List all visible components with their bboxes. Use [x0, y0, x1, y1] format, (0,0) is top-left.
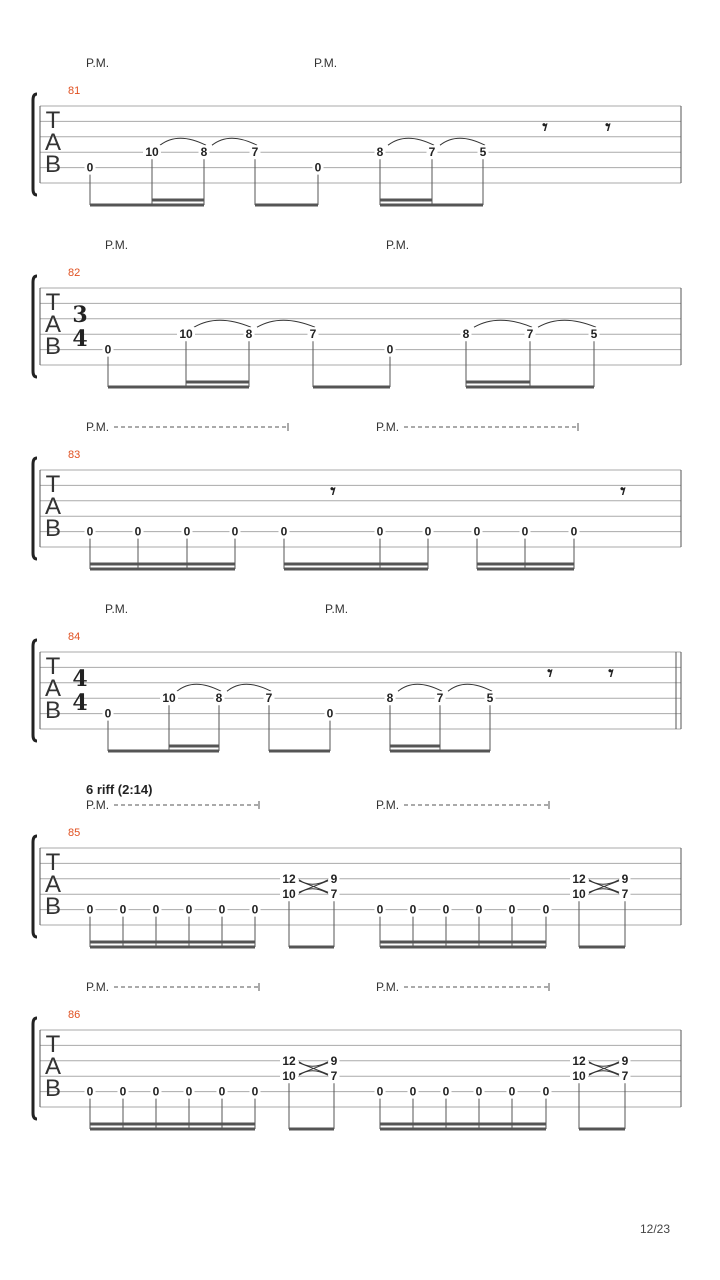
- tie-arc: [227, 684, 271, 691]
- fret-number: 0: [251, 902, 259, 917]
- fret-number: 0: [251, 1084, 259, 1099]
- system-bracket: [33, 640, 37, 741]
- fret-number: 5: [486, 691, 494, 706]
- fret-number: 0: [442, 1084, 450, 1099]
- fret-number: 0: [376, 1084, 384, 1099]
- tab-clef-letter: T: [45, 289, 61, 316]
- fret-number: 10: [145, 145, 159, 160]
- palm-mute-mark: P.M.: [86, 420, 110, 434]
- tab-clef-letter: B: [44, 333, 62, 360]
- fret-number: 0: [409, 1084, 417, 1099]
- fret-number: 9: [330, 871, 338, 886]
- fret-number: 5: [590, 327, 598, 342]
- fret-number: 0: [185, 1084, 193, 1099]
- tab-clef-letter: T: [45, 107, 61, 134]
- fret-number: 8: [215, 691, 223, 706]
- tab-clef-letter: B: [44, 1075, 62, 1102]
- eighth-rest: 𝄾: [605, 115, 611, 139]
- fret-number: 8: [200, 145, 208, 160]
- tab-clef-letter: B: [44, 151, 62, 178]
- tab-clef-letter: T: [45, 653, 61, 680]
- slide-arc: [589, 889, 619, 894]
- measure-number: 84: [68, 631, 81, 643]
- fret-number: 0: [424, 524, 432, 539]
- tab-clef-letter: T: [45, 849, 61, 876]
- palm-mute-mark: P.M.: [86, 980, 110, 994]
- fret-number: 7: [330, 887, 338, 902]
- palm-mute-mark: P.M.: [314, 56, 338, 70]
- fret-number: 7: [330, 1069, 338, 1084]
- eighth-rest: 𝄾: [608, 661, 614, 685]
- time-signature-bottom: 4: [72, 690, 88, 716]
- time-signature-top: 4: [72, 666, 88, 692]
- measure-number: 86: [68, 1009, 81, 1021]
- fret-number: 0: [218, 902, 226, 917]
- tab-clef-letter: A: [44, 1053, 62, 1080]
- tie-arc: [538, 320, 596, 327]
- palm-mute-mark: P.M.: [105, 238, 129, 252]
- fret-number: 10: [572, 1069, 586, 1084]
- fret-number: 0: [86, 160, 94, 175]
- fret-number: 10: [282, 1069, 296, 1084]
- tab-clef-letter: A: [44, 675, 62, 702]
- fret-number: 0: [521, 524, 529, 539]
- tab-clef-letter: T: [45, 471, 61, 498]
- palm-mute-mark: P.M.: [376, 420, 400, 434]
- fret-number: 0: [326, 706, 334, 721]
- fret-number: 10: [162, 691, 176, 706]
- tab-clef-letter: A: [44, 129, 62, 156]
- slide-arc: [299, 1062, 328, 1067]
- tie-arc: [388, 138, 434, 145]
- tie-arc: [194, 320, 251, 327]
- slide-arc: [299, 889, 328, 894]
- fret-number: 0: [508, 902, 516, 917]
- fret-number: 0: [508, 1084, 516, 1099]
- eighth-rest: 𝄾: [330, 479, 336, 503]
- fret-number: 7: [621, 887, 629, 902]
- tab-clef-letter: B: [44, 697, 62, 724]
- system-bracket: [33, 276, 37, 377]
- fret-number: 7: [251, 145, 259, 160]
- measure-number: 83: [68, 449, 81, 461]
- fret-number: 0: [475, 1084, 483, 1099]
- fret-number: 9: [330, 1053, 338, 1068]
- fret-number: 0: [473, 524, 481, 539]
- eighth-rest: 𝄾: [620, 479, 626, 503]
- tie-arc: [448, 684, 492, 691]
- fret-number: 0: [86, 524, 94, 539]
- fret-number: 7: [309, 327, 317, 342]
- fret-number: 12: [282, 871, 296, 886]
- page-number: 12/23: [640, 1222, 671, 1236]
- fret-number: 7: [621, 1069, 629, 1084]
- tie-arc: [160, 138, 206, 145]
- system-bracket: [33, 458, 37, 559]
- tie-arc: [474, 320, 532, 327]
- fret-number: 0: [119, 902, 127, 917]
- system-bracket: [33, 836, 37, 937]
- slide-arc: [299, 880, 328, 885]
- fret-number: 8: [462, 327, 470, 342]
- fret-number: 0: [104, 342, 112, 357]
- palm-mute-mark: P.M.: [376, 980, 400, 994]
- palm-mute-mark: P.M.: [105, 602, 129, 616]
- fret-number: 0: [185, 902, 193, 917]
- slide-arc: [589, 1062, 619, 1067]
- fret-number: 10: [572, 887, 586, 902]
- fret-number: 0: [386, 342, 394, 357]
- fret-number: 0: [152, 902, 160, 917]
- fret-number: 8: [386, 691, 394, 706]
- fret-number: 7: [428, 145, 436, 160]
- fret-number: 0: [314, 160, 322, 175]
- time-signature-top: 3: [72, 302, 88, 328]
- tab-clef-letter: B: [44, 893, 62, 920]
- fret-number: 12: [282, 1053, 296, 1068]
- slide-arc: [589, 880, 619, 885]
- fret-number: 12: [572, 871, 586, 886]
- fret-number: 0: [86, 1084, 94, 1099]
- fret-number: 0: [376, 524, 384, 539]
- fret-number: 0: [119, 1084, 127, 1099]
- fret-number: 10: [282, 887, 296, 902]
- tie-arc: [257, 320, 315, 327]
- fret-number: 10: [179, 327, 193, 342]
- palm-mute-mark: P.M.: [386, 238, 410, 252]
- fret-number: 0: [218, 1084, 226, 1099]
- fret-number: 5: [479, 145, 487, 160]
- time-signature-bottom: 4: [72, 326, 88, 352]
- slide-arc: [299, 1071, 328, 1076]
- tie-arc: [440, 138, 485, 145]
- tab-clef-letter: A: [44, 311, 62, 338]
- fret-number: 7: [526, 327, 534, 342]
- fret-number: 0: [104, 706, 112, 721]
- fret-number: 12: [572, 1053, 586, 1068]
- fret-number: 9: [621, 871, 629, 886]
- palm-mute-mark: P.M.: [376, 798, 400, 812]
- fret-number: 8: [376, 145, 384, 160]
- system-bracket: [33, 94, 37, 195]
- fret-number: 0: [152, 1084, 160, 1099]
- slide-arc: [589, 1071, 619, 1076]
- system-bracket: [33, 1018, 37, 1119]
- tie-arc: [177, 684, 221, 691]
- measure-number: 85: [68, 827, 81, 839]
- palm-mute-mark: P.M.: [325, 602, 349, 616]
- fret-number: 0: [409, 902, 417, 917]
- tie-arc: [398, 684, 442, 691]
- fret-number: 7: [265, 691, 273, 706]
- fret-number: 0: [183, 524, 191, 539]
- tab-clef-letter: T: [45, 1031, 61, 1058]
- fret-number: 7: [436, 691, 444, 706]
- fret-number: 0: [376, 902, 384, 917]
- fret-number: 0: [475, 902, 483, 917]
- eighth-rest: 𝄾: [547, 661, 553, 685]
- fret-number: 0: [86, 902, 94, 917]
- fret-number: 0: [134, 524, 142, 539]
- palm-mute-mark: P.M.: [86, 798, 110, 812]
- tab-clef-letter: A: [44, 493, 62, 520]
- palm-mute-mark: P.M.: [86, 56, 110, 70]
- fret-number: 8: [245, 327, 253, 342]
- tab-clef-letter: A: [44, 871, 62, 898]
- eighth-rest: 𝄾: [542, 115, 548, 139]
- measure-number: 81: [68, 85, 81, 97]
- fret-number: 0: [231, 524, 239, 539]
- section-label: 6 riff (2:14): [86, 782, 153, 797]
- tab-clef-letter: B: [44, 515, 62, 542]
- fret-number: 0: [542, 902, 550, 917]
- measure-number: 82: [68, 267, 81, 279]
- fret-number: 9: [621, 1053, 629, 1068]
- tie-arc: [212, 138, 257, 145]
- fret-number: 0: [442, 902, 450, 917]
- fret-number: 0: [542, 1084, 550, 1099]
- fret-number: 0: [280, 524, 288, 539]
- fret-number: 0: [570, 524, 578, 539]
